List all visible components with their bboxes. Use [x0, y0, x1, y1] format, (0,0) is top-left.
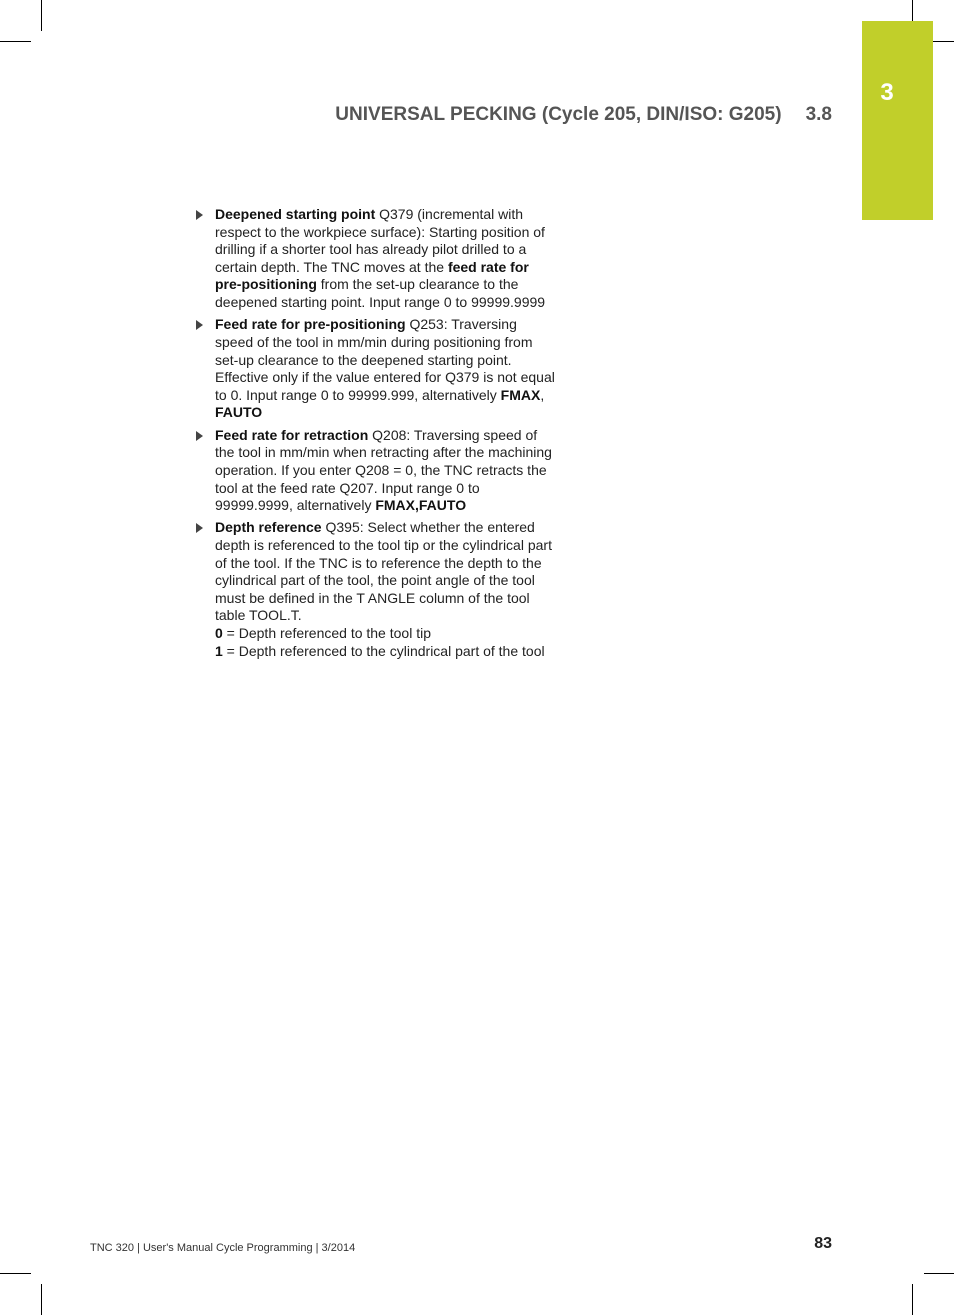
option-line [215, 643, 557, 661]
parameter-description: Q208: Traversing speed of the tool in mm/min when retracting after the machining operation. If you enter Q208 = 0, the TNC retracts the tool at the feed rate Q207. Input range 0 to 99999.9999, alternatively [215, 426, 552, 514]
crop-mark [912, 0, 913, 21]
crop-mark [0, 41, 31, 42]
emphasis-text: feed rate for pre-positioning [215, 258, 529, 293]
emphasis-text: FAUTO [215, 404, 263, 421]
bullet-arrow-icon [196, 320, 203, 330]
parameter-list [195, 206, 557, 665]
option-text: = Depth referenced to the tool tip [222, 625, 431, 642]
list-item [195, 206, 557, 312]
bullet-arrow-icon [196, 523, 203, 533]
chapter-tab [862, 21, 933, 220]
list-item [195, 316, 557, 422]
parameter-name: Deepened starting point [215, 206, 376, 222]
crop-mark [912, 1284, 913, 1315]
parameter-name: Feed rate for retraction [215, 426, 369, 443]
separator-text: , [540, 386, 545, 403]
list-item [195, 519, 557, 660]
bullet-arrow-icon [196, 431, 203, 441]
crop-mark [0, 1273, 31, 1274]
parameter-description: Q379 (incremental with respect to the workpiece surface): Starting position of drilling if a shorter tool has already pilot drilled to a certain depth. The TNC moves at the [215, 206, 545, 275]
option-text: = Depth referenced to the cylindrical part of the tool [222, 642, 545, 659]
parameter-description: from the set-up clearance to the deepened starting point. Input range 0 to 99999.9999 [215, 276, 546, 310]
parameter-name: Depth reference [215, 519, 322, 536]
option-key: 0 [215, 625, 223, 642]
parameter-description: Q395: Select whether the entered depth is referenced to the tool tip or the cylindrical part of the tool. If the TNC is to reference the depth to the cylindrical part of the tool, the point angle of the tool must be defined in the T ANGLE column of the tool table TOOL.T. [215, 519, 552, 624]
parameter-description: Q253: Traversing speed of the tool in mm/min during positioning from set-up clearance to the deepened starting point. Effective only if the value entered for Q379 is not equal to 0. Input range 0 to 99999.999, alternatively [215, 316, 555, 403]
crop-mark [924, 1273, 954, 1274]
section-title: UNIVERSAL PECKING (Cycle 205, DIN/ISO: G205) [335, 104, 782, 125]
list-item [195, 427, 557, 515]
crop-mark [933, 41, 954, 42]
option-line [215, 625, 557, 643]
page-header [200, 104, 832, 126]
footer-text: TNC 320 | User's Manual Cycle Programming | 3/2014 [90, 1242, 356, 1254]
bullet-arrow-icon [196, 210, 203, 220]
page-number: 83 [814, 1235, 832, 1252]
crop-mark [41, 1284, 42, 1315]
chapter-number: 3 [880, 79, 894, 106]
parameter-name: Feed rate for pre-positioning [215, 316, 406, 333]
crop-mark [41, 0, 42, 31]
emphasis-text: FMAX [500, 386, 541, 403]
section-number: 3.8 [805, 104, 832, 125]
emphasis-text: FMAX,FAUTO [375, 497, 467, 514]
option-key: 1 [215, 642, 223, 659]
